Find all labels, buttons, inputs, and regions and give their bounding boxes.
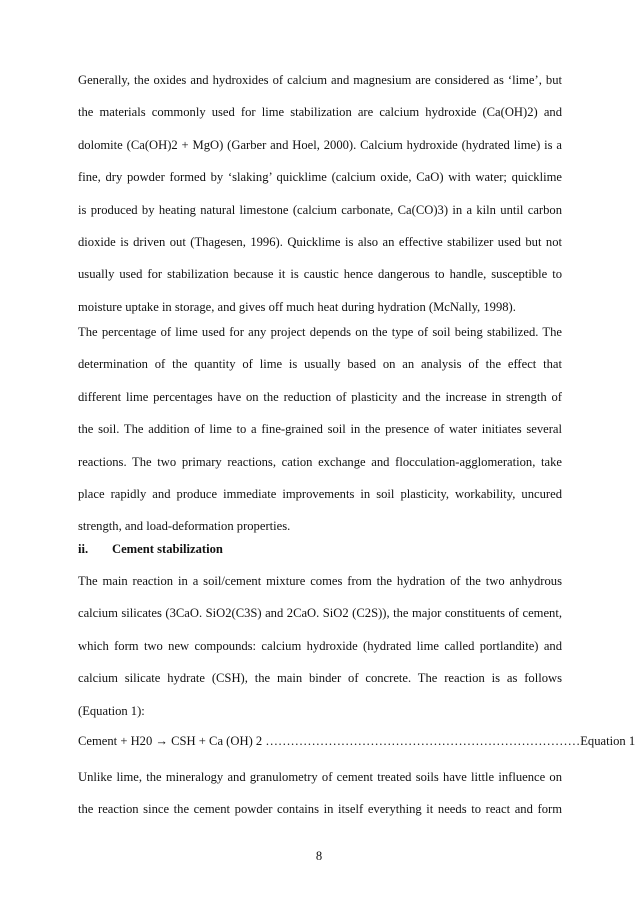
text-line: determination of the quantity of lime is usually based on an analysis of the effect that xyxy=(78,357,562,372)
text-line: (Equation 1): xyxy=(78,703,145,718)
page-number: 8 xyxy=(315,849,323,863)
paragraph-cement-reaction xyxy=(78,572,562,734)
text-line: fine, dry powder formed by ‘slaking’ quicklime (calcium oxide, CaO) with water; quicklime xyxy=(78,170,562,185)
text-line: calcium silicates (3CaO. SiO2(C3S) and 2CaO. SiO2 (C2S)), the major constituents of cement, xyxy=(78,606,562,621)
text-line: usually used for stabilization because it is caustic hence dangerous to handle, susceptible to xyxy=(78,267,562,282)
equation-1: Cement + H20 → CSH + Ca (OH) 2 …………………………………………………………………Equation 1 xyxy=(78,734,636,748)
text-line: the reaction since the cement powder contains in itself everything it needs to react and form xyxy=(78,802,562,817)
section-title: Cement stabilization xyxy=(112,542,223,556)
section-heading xyxy=(78,542,223,557)
paragraph-lime-percentage xyxy=(78,323,562,550)
text-line: dioxide is driven out (Thagesen, 1996). Quicklime is also an effective stabilizer used but not xyxy=(78,234,562,249)
text-line: the soil. The addition of lime to a fine-grained soil in the presence of water initiates several xyxy=(78,422,562,437)
text-line: calcium silicate hydrate (CSH), the main binder of concrete. The reaction is as follows xyxy=(78,671,562,686)
text-line: The percentage of lime used for any project depends on the type of soil being stabilized. The xyxy=(78,325,562,339)
text-line: dolomite (Ca(OH)2 + MgO) (Garber and Hoel, 2000). Calcium hydroxide (hydrated lime) is a xyxy=(78,137,562,152)
text-line: the materials commonly used for lime stabilization are calcium hydroxide (Ca(OH)2) and xyxy=(78,105,562,120)
text-line: place rapidly and produce immediate improvements in soil plasticity, workability, uncured xyxy=(78,486,562,501)
text-line: Unlike lime, the mineralogy and granulometry of cement treated soils have little influence on xyxy=(78,770,562,784)
paragraph-lime-definition xyxy=(78,71,562,330)
text-line: which form two new compounds: calcium hydroxide (hydrated lime called portlandite) and xyxy=(78,638,562,653)
text-line: moisture uptake in storage, and gives off much heat during hydration (McNally, 1998). xyxy=(78,299,516,314)
text-line: is produced by heating natural limestone (calcium carbonate, Ca(CO)3) in a kiln until carbon xyxy=(78,202,562,217)
text-line: different lime percentages have on the reduction of plasticity and the increase in strength of xyxy=(78,389,562,404)
section-number: ii. xyxy=(78,542,89,556)
text-line: strength, and load-deformation properties. xyxy=(78,519,291,534)
text-line: Generally, the oxides and hydroxides of calcium and magnesium are considered as ‘lime’, but xyxy=(78,73,562,87)
paragraph-cement-mineralogy xyxy=(78,768,562,833)
text-line: reactions. The two primary reactions, cation exchange and flocculation-agglomeration, take xyxy=(78,454,562,469)
text-line: The main reaction in a soil/cement mixture comes from the hydration of the two anhydrous xyxy=(78,574,562,588)
